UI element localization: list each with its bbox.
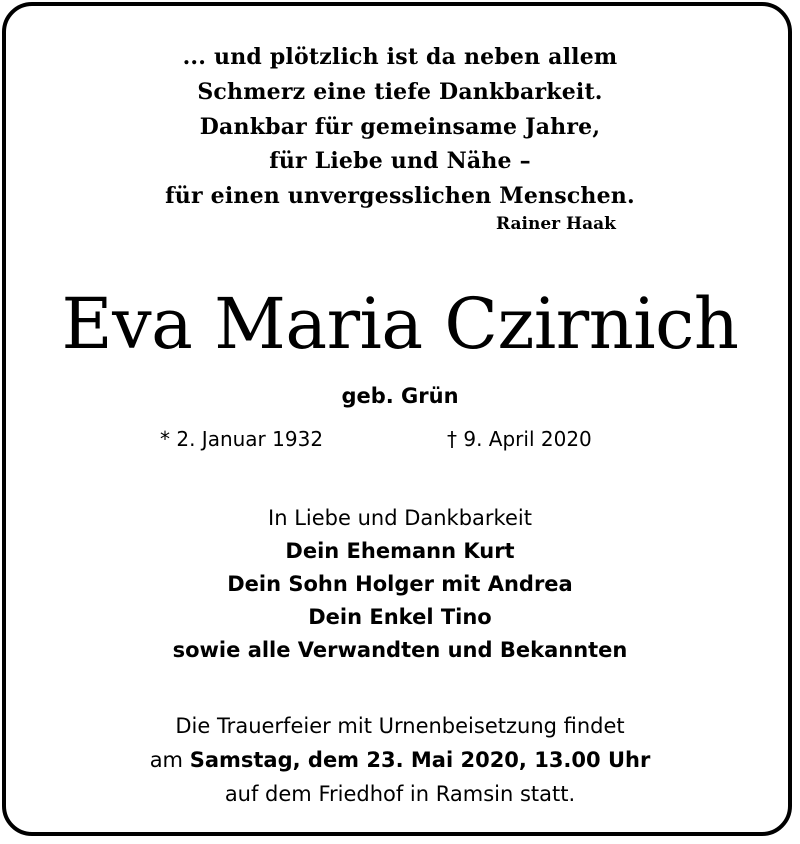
funeral-line-1: Die Trauerfeier mit Urnenbeisetzung findet	[175, 714, 625, 738]
death-date: † 9. April 2020	[447, 427, 592, 451]
birth-date: * 2. Januar 1932	[160, 427, 324, 451]
quote-line-1: ... und plötzlich ist da neben allem	[182, 44, 618, 70]
mourner-line-3: Dein Enkel Tino	[308, 605, 492, 629]
quote-line-3: Dankbar für gemeinsame Jahre,	[199, 114, 601, 140]
deceased-name: Eva Maria Czirnich	[61, 283, 739, 365]
quote-line-2: Schmerz eine tiefe Dankbarkeit.	[197, 79, 603, 105]
quote-line-5: für einen unvergesslichen Menschen.	[165, 183, 635, 209]
funeral-line-2	[0, 748, 800, 772]
quote-line-4: für Liebe und Nähe –	[269, 148, 531, 174]
funeral-line-3: auf dem Friedhof in Ramsin statt.	[224, 782, 576, 806]
funeral-line-2-prefix: am	[149, 748, 190, 772]
funeral-date: Samstag, dem 23. Mai 2020, 13.00 Uhr	[189, 748, 651, 772]
birth-name: geb. Grün	[341, 384, 459, 408]
quote-author: Rainer Haak	[496, 214, 616, 234]
mourner-line-4: sowie alle Verwandten und Bekannten	[172, 638, 628, 662]
mourner-line-1: Dein Ehemann Kurt	[285, 539, 515, 563]
mourners-intro: In Liebe und Dankbarkeit	[268, 506, 532, 530]
mourner-line-2: Dein Sohn Holger mit Andrea	[227, 572, 573, 596]
